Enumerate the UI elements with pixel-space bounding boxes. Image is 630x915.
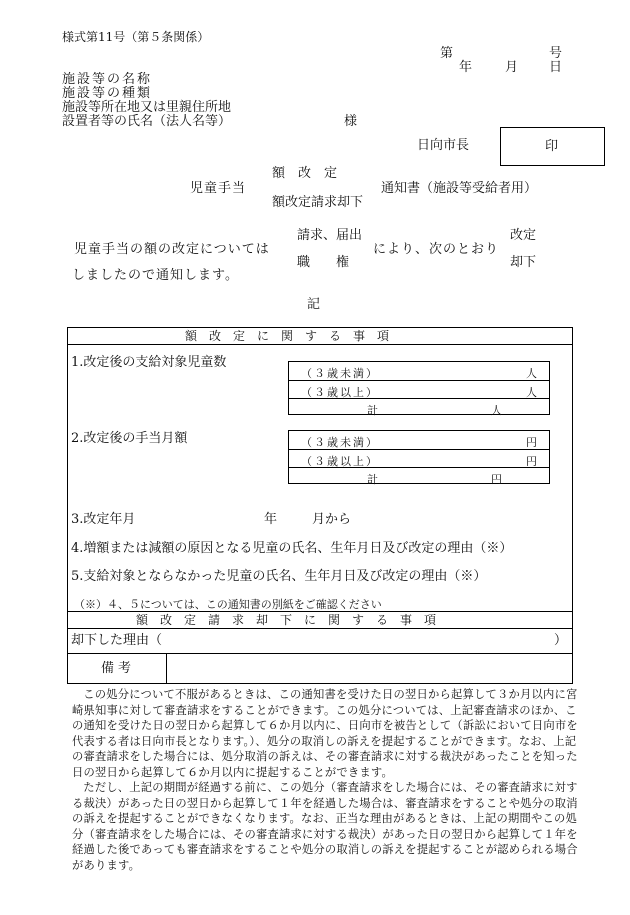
facility-address-label: 施設等所在地又は里親住所地: [62, 100, 232, 115]
child-count-subtable: [288, 361, 550, 415]
appeal-notice-paragraph-2: ただし、上記の期間が経過する前に、この処分（審査請求をした場合には、その審査請求に対する裁決）があった日の翌日から起算して１年を経過した場合は、審査請求をすることや処分の取消の訴えを提起することができなくなります。なお、正当な理由があるときは、上記の期間やこの処分（審査請求をした場合には、その審査請求に対する裁決）があった日の翌日から起算して１年を経過した後であっても審査請求をすることや処分の取消しの訴えを提起することが認められる場合があります。: [72, 781, 578, 872]
item5-label: 5.支給対象とならなかった児童の氏名、生年月日及び改定の理由（※）: [71, 569, 487, 584]
allowance-subtable: [288, 430, 550, 484]
title-main: 児童手当: [190, 181, 247, 196]
honorific-sama: 様: [344, 114, 358, 129]
table-row: [289, 362, 549, 380]
facility-type-label: 施設等の種類: [62, 86, 153, 101]
row-unit: 人: [526, 367, 537, 380]
title-option-kyakka: 額改定請求却下: [272, 195, 364, 210]
appeal-notice-paragraph-1: この処分について不服があるときは、この通知書を受けた日の翌日から起算して３か月以内に宮崎県知事に対して審査請求をすることができます。この処分については、上記審査請求のほか、この通知を受けた日の翌日から起算して６か月以内に、日向市を被告として（訴訟において日向市を代表する者は日向市長となります。）、処分の取消しの訴えを提起することができます。なお、上記の審査請求をした場合には、処分取消の訴えは、その審査請求に対する裁決があったことを知った日の翌日から起算して６か月以内に提起することができます。: [72, 688, 578, 779]
item4-label: 4.増額または減額の原因となる児童の氏名、生年月日及び改定の理由（※）: [71, 541, 513, 556]
appeal-notice: [72, 687, 580, 873]
option-shokken: 職 権: [297, 255, 350, 270]
item3-year: 年: [264, 512, 278, 527]
row-label: （３歳未満）: [301, 367, 379, 380]
row-label: （３歳未満）: [301, 436, 379, 449]
total-label: 計: [367, 404, 378, 417]
divider: [67, 611, 573, 612]
body-end: しましたので通知します。: [72, 268, 239, 283]
footnote: （※）４、５については、この通知書の別紙をご確認ください: [74, 598, 382, 611]
doc-no-gou: 号: [549, 46, 563, 61]
total-unit: 人: [491, 404, 502, 417]
row-unit: 人: [526, 386, 537, 399]
date-year: 年: [459, 60, 473, 75]
section-header-kyakka: 額 改 定 請 求 却 下 に 関 す る 事 項: [136, 613, 437, 627]
rejection-reason-close: ）: [554, 633, 568, 648]
issuer-name: 日向市長: [417, 138, 470, 153]
result-kaitei: 改定: [510, 228, 537, 243]
seal-box: [500, 127, 605, 166]
total-unit: 円: [491, 473, 502, 486]
body-mid: により、次のとおり: [373, 242, 500, 257]
item1-label: 1.改定後の支給対象児童数: [71, 355, 227, 370]
item3-month: 月から: [312, 512, 352, 527]
divider: [166, 653, 167, 684]
ki-mark: 記: [307, 297, 321, 312]
divider: [67, 344, 573, 345]
section-header-kaitei: 額 改 定 に 関 す る 事 項: [185, 329, 390, 343]
option-request: 請求、届出: [297, 228, 363, 243]
row-label: （３歳以上）: [301, 455, 379, 468]
doc-no-dai: 第: [440, 46, 454, 61]
date-day: 日: [549, 60, 563, 75]
rejection-reason-label: 却下した理由（: [71, 633, 163, 648]
row-unit: 円: [526, 455, 537, 468]
row-label: （３歳以上）: [301, 386, 379, 399]
item2-label: 2.改定後の手当月額: [71, 431, 188, 446]
title-option-kaitei: 額 改 定: [272, 166, 338, 181]
table-row-total: [289, 398, 549, 417]
result-kyakka: 却下: [510, 255, 537, 270]
table-row: [289, 380, 549, 399]
item3-label: 3.改定年月: [71, 512, 136, 527]
date-month: 月: [505, 60, 519, 75]
title-suffix: 通知書（施設等受給者用）: [381, 181, 538, 196]
form-number: 様式第11号（第５条関係）: [62, 30, 210, 44]
divider: [67, 628, 573, 629]
divider: [67, 653, 573, 654]
table-row: [289, 449, 549, 468]
total-label: 計: [367, 473, 378, 486]
facility-name-label: 施設等の名称: [62, 72, 153, 87]
seal-mark: 印: [545, 139, 559, 154]
table-row: [289, 431, 549, 449]
table-row-total: [289, 467, 549, 486]
row-unit: 円: [526, 436, 537, 449]
body-lead: 児童手当の額の改定については: [74, 242, 270, 257]
founder-name-label: 設置者等の氏名（法人名等）: [62, 114, 232, 129]
remarks-label: 備考: [101, 661, 136, 676]
